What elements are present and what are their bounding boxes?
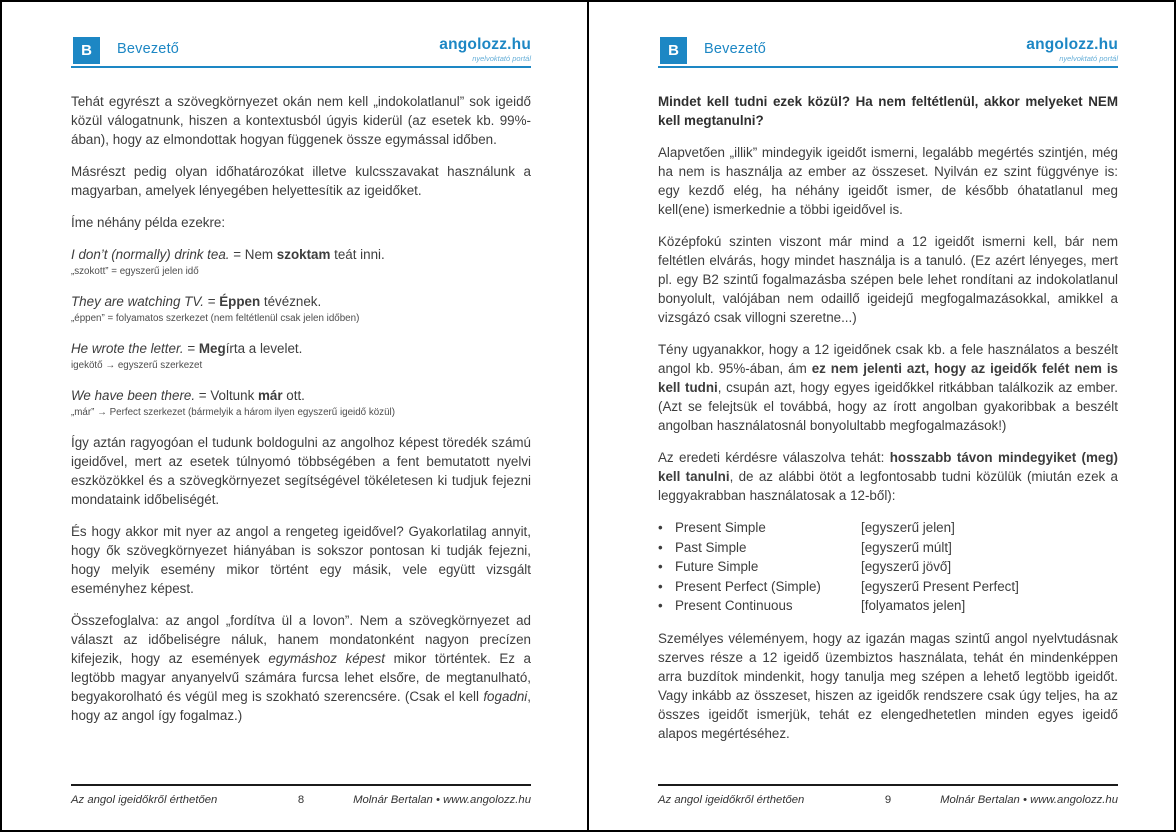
- paragraph: Középfokú szinten viszont már mind a 12 igeidőt ismerni kell, bár nem feltétlen elvárás, hogy mindet használja is a tanuló. (Ez azért lényeges, mert pl. egy B2 szintű fogalmazásba szépen bele lehet rondítani az indokolatlanul bonyolult, valójában nem odaillő igeidejű megfogalmazásokkal, amikkel a vizsgázó csak villogni szeretne...): [658, 234, 1118, 325]
- paragraph: Az eredeti kérdésre válaszolva tehát: hosszabb távon mindegyiket (meg) kell tanulni, de az alábbi ötöt a legfontosabb tudni közülük (miután ezek a leggyakrabban használatosak a 12-ből):: [658, 450, 1119, 503]
- tense-translation: [folyamatos jelen]: [861, 598, 966, 613]
- page-footer: [71, 784, 531, 806]
- tense-name: Present Perfect (Simple): [675, 578, 821, 594]
- b-logo-badge: B: [73, 37, 100, 64]
- example-note: „éppen” = folyamatos szerkezet (nem feltétlenül csak jelen időben): [71, 313, 360, 324]
- bullet-icon: •: [658, 598, 663, 613]
- tense-translation: [egyszerű jövő]: [861, 559, 952, 574]
- paragraph: Másrészt pedig olyan időhatározókat illetve kulcsszavakat használunk a magyarban, amelyek lényegében helyettesítik az igeidőket.: [71, 164, 531, 198]
- section-title: Bevezető: [704, 41, 767, 57]
- page-number: 8: [297, 794, 305, 806]
- brand-name: angolozz.hu: [439, 36, 531, 53]
- tense-name: Future Simple: [675, 559, 759, 574]
- paragraph: Tehát egyrészt a szövegkörnyezet okán nem kell „indokolatlanul” sok igeidő közül válogatnunk, hiszen a kontextusból úgyis kiderül (az esetek kb. 99%-ában), hogy az elmondottak hogyan függenek össze egymással időben.: [71, 94, 531, 147]
- page-number: 9: [884, 794, 892, 806]
- tense-translation: [egyszerű múlt]: [861, 539, 952, 555]
- footer-book-title: Az angol igeidőkről érthetően: [658, 794, 805, 806]
- bullet-icon: •: [658, 520, 663, 535]
- brand-logo: [1026, 37, 1118, 62]
- b-logo-badge: B: [660, 37, 687, 64]
- list-item: [658, 538, 1118, 558]
- brand-logo: [439, 37, 531, 62]
- footer-author-site: Molnár Bertalan • www.angolozz.hu: [353, 794, 531, 806]
- bullet-icon: •: [658, 539, 663, 555]
- tense-name: Present Continuous: [675, 598, 793, 613]
- section-title: Bevezető: [117, 41, 180, 57]
- section-question-heading: Mindet kell tudni ezek közül? Ha nem feltétlenül, akkor melyeket NEM kell megtanulni?: [658, 94, 1118, 128]
- example-sentence: I don’t (normally) drink tea. = Nem szoktam teát inni.: [71, 247, 385, 262]
- example-note: „már” → Perfect szerkezet (bármelyik a három ilyen egyszerű igeidő közül): [71, 407, 395, 418]
- page-header: [71, 37, 531, 68]
- bullet-icon: •: [658, 559, 663, 574]
- tense-list: [658, 518, 1118, 616]
- page-body: [71, 92, 531, 725]
- list-item: [658, 577, 1118, 597]
- brand-tagline: nyelvoktató portál: [1059, 53, 1118, 63]
- tense-translation: [egyszerű jelen]: [861, 520, 955, 535]
- example-item: [71, 245, 531, 278]
- tense-name: Past Simple: [675, 539, 747, 555]
- page-body: [658, 92, 1118, 743]
- list-item: [658, 557, 1118, 577]
- list-item: [658, 596, 1118, 616]
- brand-name: angolozz.hu: [1026, 36, 1118, 53]
- example-sentence: He wrote the letter. = Megírta a levelet.: [71, 341, 303, 356]
- example-sentence: We have been there. = Voltunk már ott.: [71, 388, 305, 403]
- brand-tagline: nyelvoktató portál: [472, 53, 531, 63]
- example-item: [71, 339, 531, 372]
- bullet-icon: •: [658, 578, 663, 594]
- page-right: [589, 2, 1174, 830]
- page-left: [2, 2, 587, 830]
- paragraph: És hogy akkor mit nyer az angol a rengeteg igeidővel? Gyakorlatilag annyit, hogy ők szövegkörnyezet hiányában is sokszor pontosan ki tudják fejezni, hogy melyik esemény mikor történt egy másik, vele együtt vizsgált eseményhez képest.: [71, 524, 531, 596]
- paragraph: Alapvetően „illik” mindegyik igeidőt ismerni, legalább megértés szintjén, még ha nem is használja az ember az összeset. Nyilván ez szint függvénye is: egy kezdő elég, ha néhány igeidőt ismer, de később óhatatlanul meg kell(ene) ismerkednie a többi igeidővel is.: [658, 145, 1118, 217]
- example-sentence: They are watching TV. = Éppen tévéznek.: [71, 294, 322, 309]
- example-note: igekötő → egyszerű szerkezet: [71, 360, 203, 371]
- footer-author-site: Molnár Bertalan • www.angolozz.hu: [940, 794, 1118, 806]
- examples-intro: Íme néhány példa ezekre:: [71, 215, 226, 230]
- paragraph: Összefoglalva: az angol „fordítva ül a lovon”. Nem a szövegkörnyezet ad választ az időbeliségre náluk, hanem mondatonként nagyon precízen kifejezik, hogy az események egymáshoz képest mikor történtek. Ez a legtöbb magyar anyanyelvű számára furcsa lehet elsőre, de megtanulható, begyakorolható és végül meg is szokható szerencsére. (Csak el kell fogadni, hogy az angol így fogalmaz.): [71, 613, 532, 723]
- paragraph: Tény ugyanakkor, hogy a 12 igeidőnek csak kb. a fele használatos a beszélt angol kb. 95%-ában, ám ez nem jelenti azt, hogy az igeidők felét nem is kell tudni, csupán azt, hogy egyes igeidőkkel ritkábban találkozik az ember. (Azt se felejtsük el továbbá, hogy az írott angolban gyakoribbak a beszélt angolban használatosnál bonyolultabb megfogalmazások!): [658, 342, 1118, 433]
- tense-name: Present Simple: [675, 520, 766, 535]
- example-note: „szokott” = egyszerű jelen idő: [71, 266, 199, 277]
- paragraph: Így aztán ragyogóan el tudunk boldogulni az angolhoz képest töredék számú igeidővel, mert az esetek túlnyomó többségében a fent bemutatott nyelvi eszközökkel és a szövegkörnyezet segítségével tökéletesen ki tudjuk fejezni mondataink időbeliségét.: [71, 435, 531, 507]
- page-footer: [658, 784, 1118, 806]
- page-header: [658, 37, 1118, 68]
- footer-book-title: Az angol igeidőkről érthetően: [71, 794, 218, 806]
- example-item: [71, 386, 531, 419]
- list-item: [658, 518, 1118, 538]
- paragraph: Személyes véleményem, hogy az igazán magas szintű angol nyelvtudásnak szerves része a 12 igeidő üzembiztos használata, tehát én mindenképpen arra buzdítok mindenkit, hogy tanulja meg szépen a lehető legtöbb igeidőt. Vagy inkább az összeset, hiszen az igeidők rendszere csak úgy teljes, ha az összes igeidőt ismerjük, tehát ez elengedhetetlen minden egyes igeidő alapos megértéséhez.: [658, 630, 1118, 741]
- example-item: [71, 292, 531, 325]
- tense-translation: [egyszerű Present Perfect]: [861, 578, 1019, 594]
